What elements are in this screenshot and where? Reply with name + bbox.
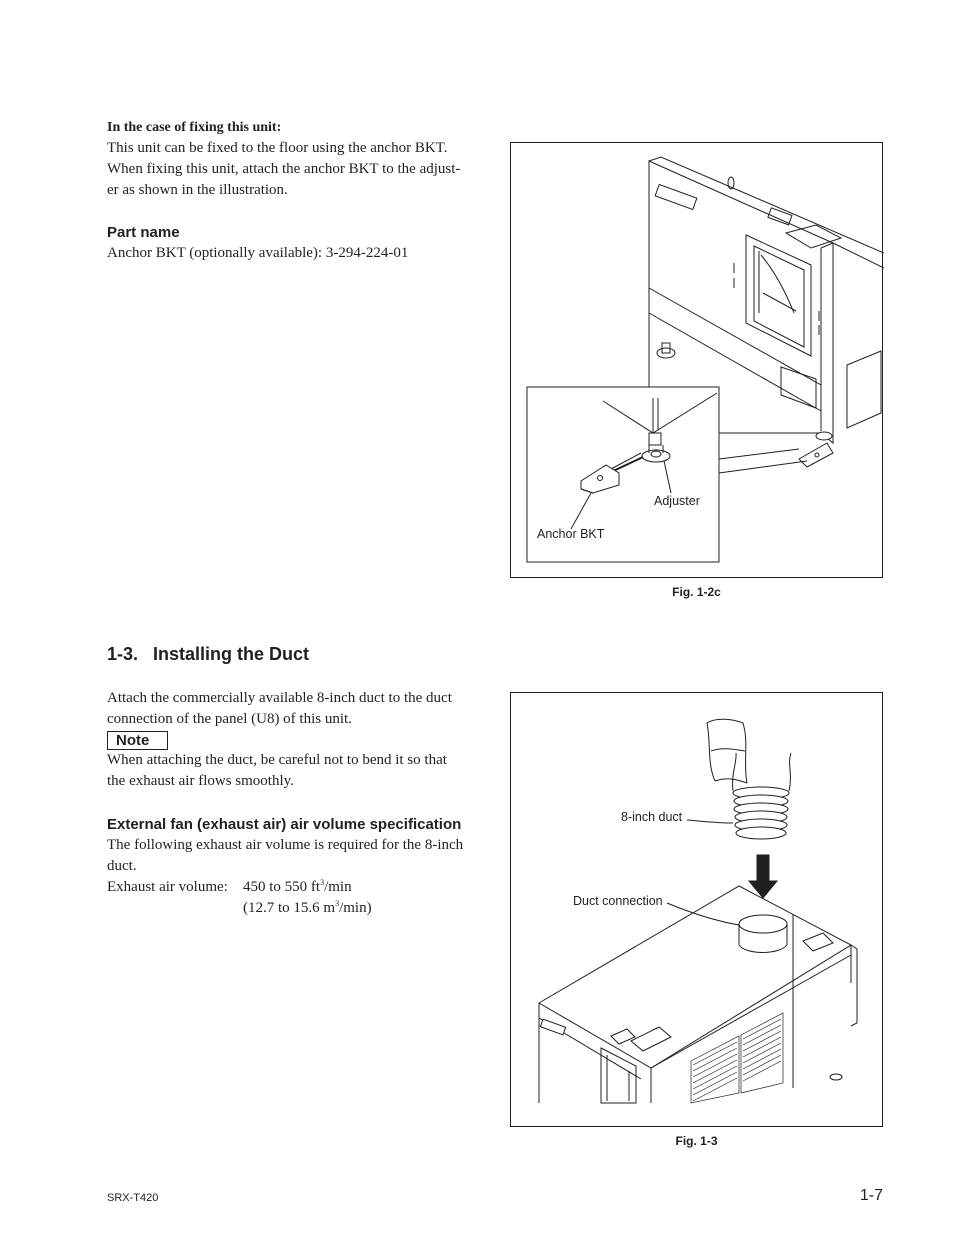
exhaust-value-1 bbox=[243, 877, 352, 898]
note-line-1: When attaching the duct, be careful not to bend it so that bbox=[107, 752, 447, 768]
duct-line-1: Attach the commercially available 8-inch duct to the duct bbox=[107, 690, 452, 706]
exhaust-label: Exhaust air volume: bbox=[107, 879, 228, 895]
fixing-line-1: This unit can be fixed to the floor using the anchor BKT. bbox=[107, 140, 448, 156]
exhaust-value-2 bbox=[243, 898, 372, 919]
spec-line-2: duct. bbox=[107, 858, 137, 874]
duct-line-2: connection of the panel (U8) of this unit. bbox=[107, 711, 352, 727]
figure-1-3-frame bbox=[510, 692, 883, 1127]
note-label-wrapper bbox=[107, 731, 168, 750]
spec-line-1: The following exhaust air volume is required for the 8-inch bbox=[107, 837, 464, 853]
label-adjuster: Adjuster bbox=[654, 494, 700, 508]
footer-model: SRX-T420 bbox=[107, 1192, 159, 1204]
exhaust-value-1-sup: 3 bbox=[320, 878, 325, 887]
fixing-line-2: When fixing this unit, attach the anchor BKT to the adjust- bbox=[107, 161, 461, 177]
exhaust-value-1-unit: /min bbox=[324, 879, 352, 895]
footer-page-number: 1-7 bbox=[859, 1187, 883, 1204]
fixing-line-3: er as shown in the illustration. bbox=[107, 182, 288, 198]
exhaust-value-2-unit: /min) bbox=[339, 900, 372, 916]
exhaust-value-2-sup: 3 bbox=[335, 899, 340, 908]
exhaust-value-2-num: (12.7 to 15.6 m bbox=[243, 900, 336, 916]
figure-1-3-illustration bbox=[511, 693, 884, 1128]
label-duct-connection: Duct connection bbox=[573, 894, 663, 908]
label-8-inch-duct: 8-inch duct bbox=[621, 810, 683, 824]
section-title: 1-3. Installing the Duct bbox=[107, 644, 310, 664]
exhaust-value-1-num: 450 to 550 ft bbox=[243, 879, 321, 895]
figure-1-3-caption: Fig. 1-3 bbox=[675, 1134, 718, 1148]
note-line-2: the exhaust air flows smoothly. bbox=[107, 773, 294, 789]
part-name-heading: Part name bbox=[107, 224, 180, 241]
fixing-heading: In the case of fixing this unit: bbox=[107, 120, 282, 135]
note-label: Note bbox=[107, 731, 168, 750]
label-anchor-bkt: Anchor BKT bbox=[537, 527, 605, 541]
spec-heading: External fan (exhaust air) air volume specification bbox=[107, 816, 462, 833]
part-name-text: Anchor BKT (optionally available): 3-294-224-01 bbox=[107, 245, 409, 261]
figure-1-2c-caption: Fig. 1-2c bbox=[672, 585, 721, 599]
figure-1-2c-illustration bbox=[511, 143, 884, 579]
figure-1-2c-frame bbox=[510, 142, 883, 578]
